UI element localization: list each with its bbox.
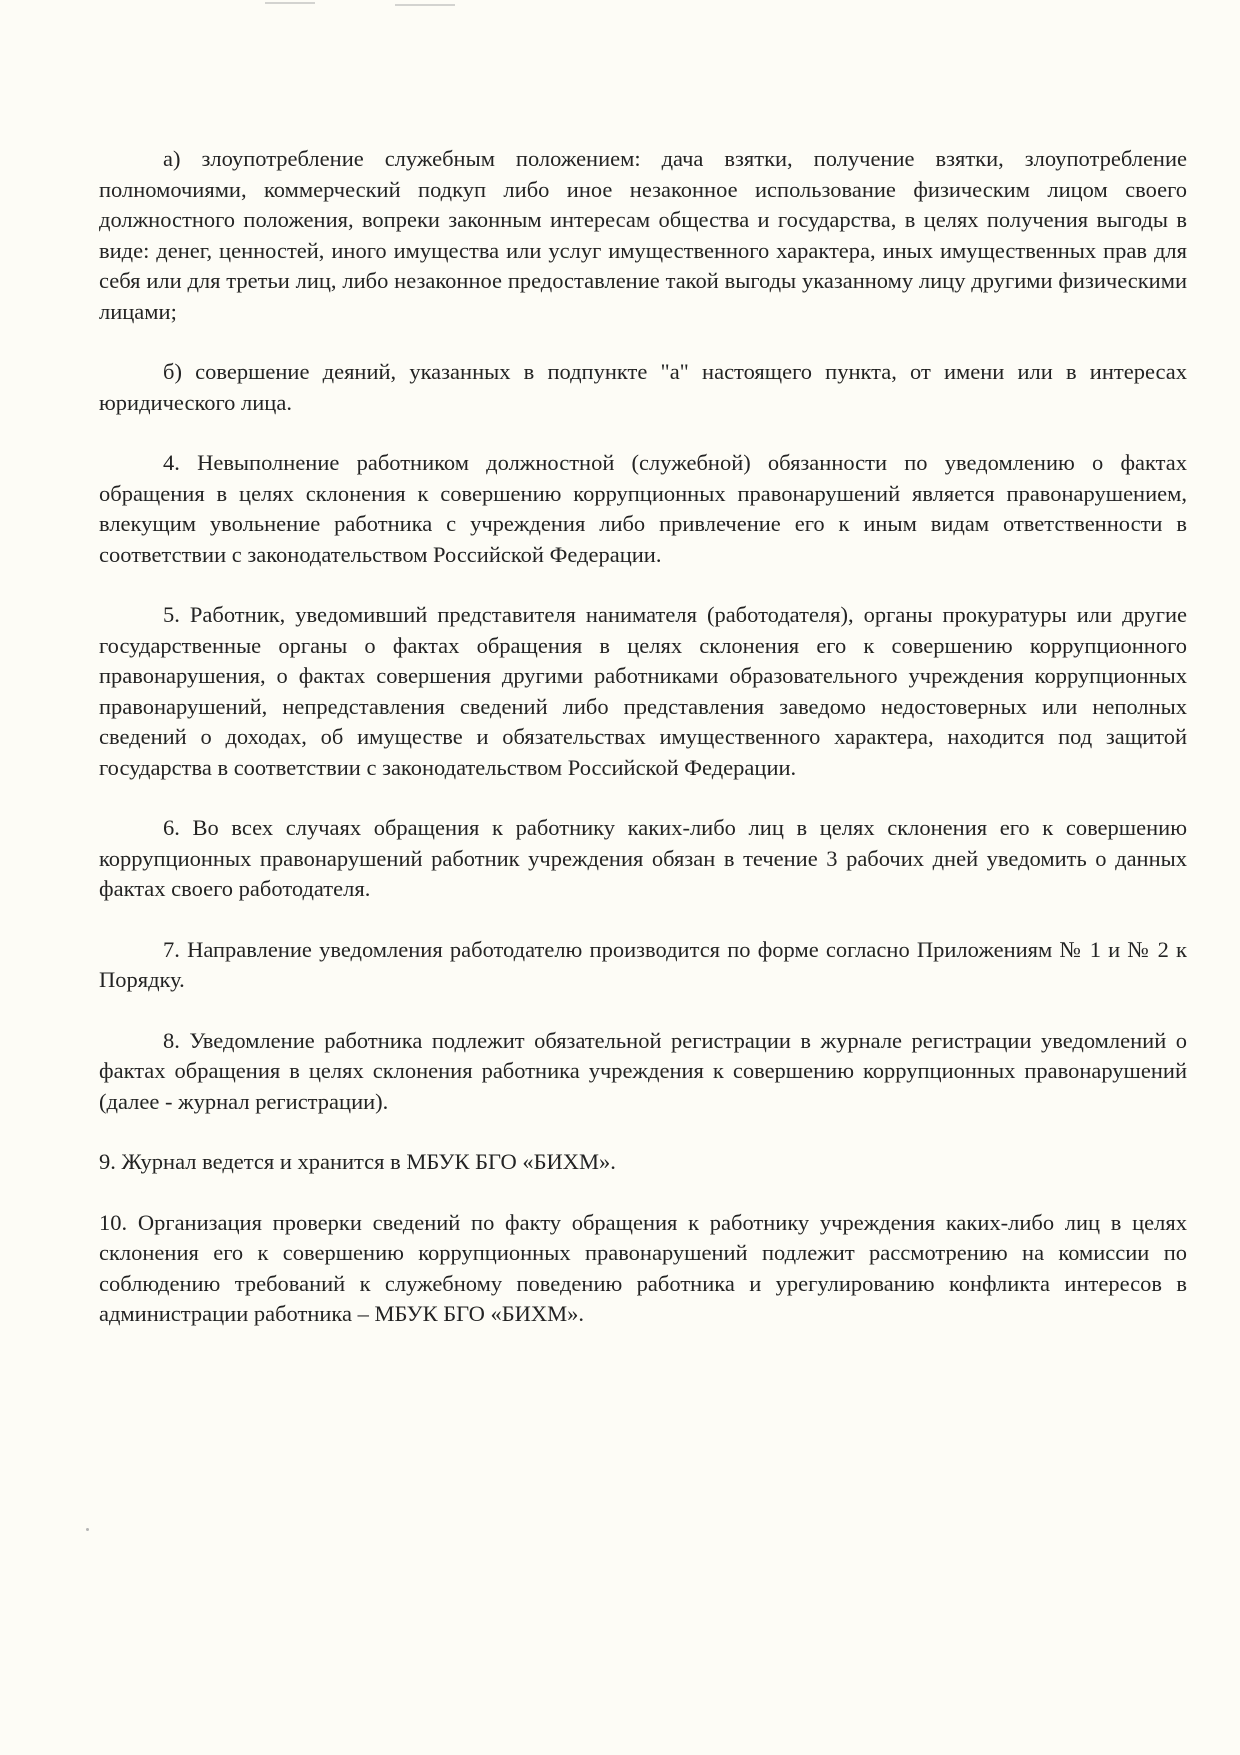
scan-artifact — [395, 4, 455, 6]
paragraph-item-7: 7. Направление уведомления работодателю производится по форме согласно Приложениям № 1 и № 2 к Порядку. — [99, 936, 1187, 992]
paragraph-item-10: 10. Организация проверки сведений по факту обращения к работнику учреждения каких-либо лиц в целях склонения его к совершению коррупционных правонарушений подлежит рассмотрению на комиссии по соблюдению требований к служебному поведению работника и урегулированию конфликта интересов в администрации работника – МБУК БГО «БИХМ». — [99, 1209, 1187, 1326]
paragraph-item-9: 9. Журнал ведется и хранится в МБУК БГО «БИХМ». — [99, 1149, 616, 1174]
paragraph-item-4: 4. Невыполнение работником должностной (служебной) обязанности по уведомлению о фактах обращения в целях склонения к совершению коррупционных правонарушений является правонарушением, влекущим увольнение работника с учреждения либо привлечение его к иным видам ответственности в соответствии с законодательством Российской Федерации. — [99, 450, 1187, 567]
scan-artifact — [265, 2, 315, 4]
paragraph-item-3a: а) злоупотребление служебным положением: дача взятки, получение взятки, злоупотребление полномочиями, коммерческий подкуп либо иное незаконное использование физическим лицом своего должностного положения, вопреки законным интересам общества и государства, в целях получения выгоды в виде: денег, ценностей, иного имущества или услуг имущественного характера, иных имущественных прав для себя или для третьи лиц, либо незаконное предоставление такой выгоды указанному лицу другими физическими лицами; — [99, 146, 1187, 324]
scan-speck — [86, 1528, 89, 1531]
paragraph-item-6: 6. Во всех случаях обращения к работнику каких-либо лиц в целях склонения его к совершению коррупционных правонарушений работник учреждения обязан в течение 3 рабочих дней уведомить о данных фактах своего работодателя. — [99, 815, 1187, 901]
paragraph-item-5: 5. Работник, уведомивший представителя нанимателя (работодателя), органы прокуратуры или другие государственные органы о фактах обращения в целях склонения его к совершению коррупционного правонарушения, о фактах совершения другими работниками образовательного учреждения коррупционных правонарушений, непредставления сведений либо представления заведомо недостоверных или неполных сведений о доходах, об имуществе и обязательствах имущественного характера, находится под защитой государства в соответствии с законодательством Российской Федерации. — [99, 602, 1187, 780]
paragraph-item-3b: б) совершение деяний, указанных в подпункте "а" настоящего пункта, от имени или в интересах юридического лица. — [99, 359, 1187, 415]
document-body — [99, 144, 1187, 1330]
paragraph-item-8: 8. Уведомление работника подлежит обязательной регистрации в журнале регистрации уведомлений о фактах обращения в целях склонения работника учреждения к совершению коррупционных правонарушений (далее - журнал регистрации). — [99, 1027, 1187, 1114]
